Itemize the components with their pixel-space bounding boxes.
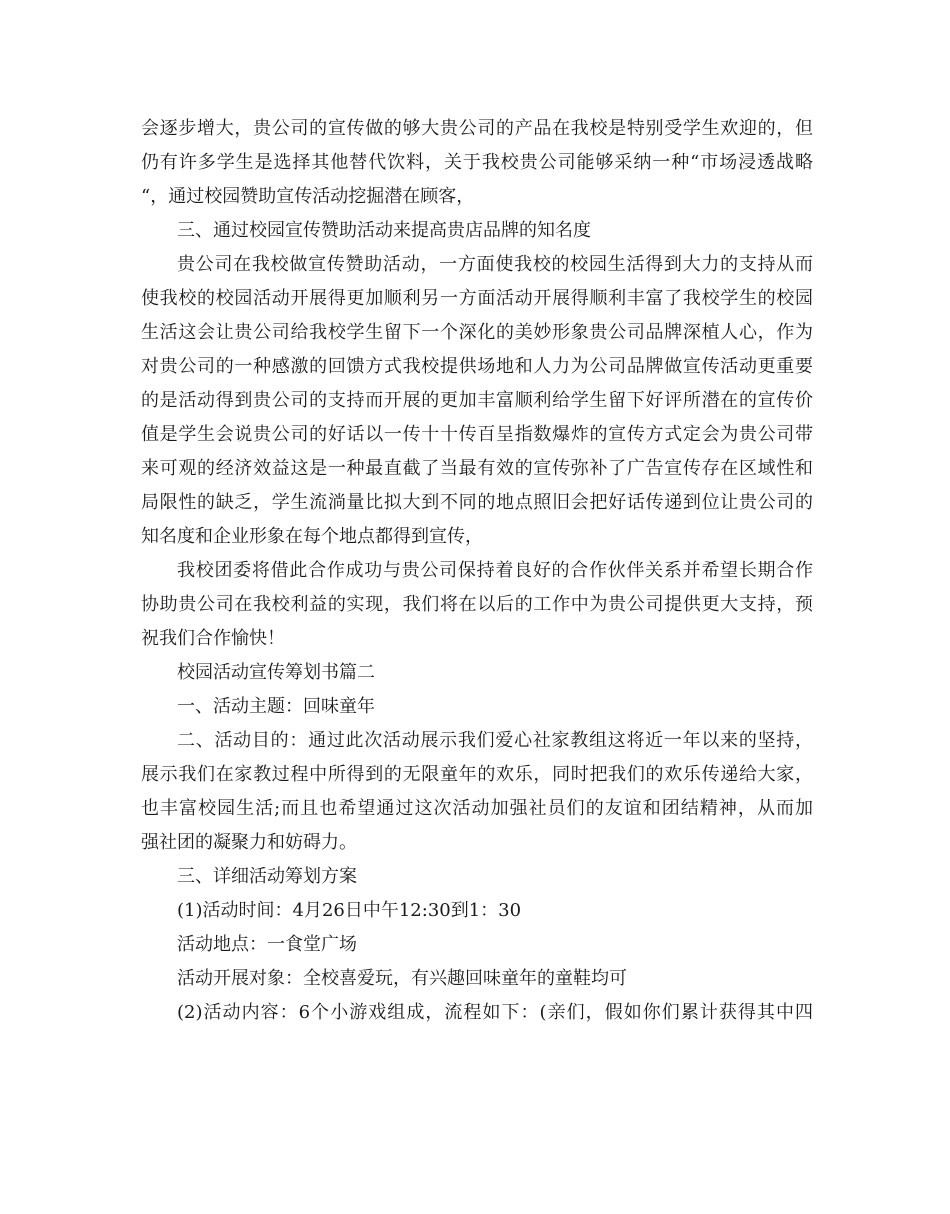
activity-location: 活动地点：一食堂广场 — [177, 934, 357, 955]
paragraph-line: 二、活动目的：通过此次活动展示我们爱心社家教组这将近一年以来的坚持， — [177, 730, 813, 751]
section-heading: 三、通过校园宣传赞助活动来提高贵店品牌的知名度 — [177, 220, 591, 241]
paragraph-line: 生活这会让贵公司给我校学生留下一个深化的美妙形象贵公司品牌深植人心，作为 — [141, 322, 813, 343]
paragraph-line: 会逐步增大，贵公司的宣传做的够大贵公司的产品在我校是特别受学生欢迎的，但 — [141, 118, 813, 139]
paragraph-line: 我校团委将借此合作成功与贵公司保持着良好的合作伙伴关系并希望长期合作 — [177, 560, 813, 581]
paragraph-line: 局限性的缺乏，学生流淌量比拟大到不同的地点照旧会把好话传递到位让贵公司的 — [141, 492, 813, 513]
paragraph-line: 使我校的校园活动开展得更加顺利另一方面活动开展得顺利丰富了我校学生的校园 — [141, 288, 813, 309]
paragraph-line: 贵公司在我校做宣传赞助活动，一方面使我校的校园生活得到大力的支持从而 — [177, 254, 813, 275]
paragraph-line: 来可观的经济效益这是一种最直截了当最有效的宣传弥补了广告宣传存在区域性和 — [141, 458, 813, 479]
paragraph-line: 值是学生会说贵公司的好话以一传十十传百呈指数爆炸的宣传方式定会为贵公司带 — [141, 424, 813, 445]
paragraph-line: 对贵公司的一种感激的回馈方式我校提供场地和人力为公司品牌做宣传活动更重要 — [141, 356, 813, 377]
section-heading: 三、详细活动筹划方案 — [177, 866, 357, 887]
section-heading: 一、活动主题：回味童年 — [177, 696, 375, 717]
paragraph-line: 展示我们在家教过程中所得到的无限童年的欢乐，同时把我们的欢乐传递给大家， — [141, 764, 813, 785]
paragraph-line: 也丰富校园生活;而且也希望通过这次活动加强社员们的友谊和团结精神，从而加 — [141, 798, 813, 819]
paragraph-line: 的是活动得到贵公司的支持而开展的更加丰富顺利给学生留下好评所潜在的宣传价 — [141, 390, 813, 411]
activity-time: (1)活动时间：4月26日中午12:30到1：30 — [177, 900, 522, 921]
document-subtitle: 校园活动宣传筹划书篇二 — [177, 662, 375, 683]
activity-target: 活动开展对象：全校喜爱玩，有兴趣回味童年的童鞋均可 — [177, 968, 627, 989]
paragraph-line: “，通过校园赞助宣传活动挖掘潜在顾客， — [141, 186, 475, 207]
paragraph-line: 协助贵公司在我校利益的实现，我们将在以后的工作中为贵公司提供更大支持，预 — [141, 594, 813, 615]
paragraph-line: 强社团的凝聚力和妨碍力。 — [141, 832, 357, 853]
activity-content: (2)活动内容：6个小游戏组成，流程如下：(亲们，假如你们累计获得其中四 — [177, 1002, 813, 1023]
paragraph-line: 知名度和企业形象在每个地点都得到宣传， — [141, 526, 483, 547]
document-body — [141, 112, 813, 1030]
paragraph-line: 祝我们合作愉快！ — [141, 628, 285, 649]
paragraph-line: 仍有许多学生是选择其他替代饮料，关于我校贵公司能够采纳一种“市场浸透战略 — [141, 152, 813, 173]
